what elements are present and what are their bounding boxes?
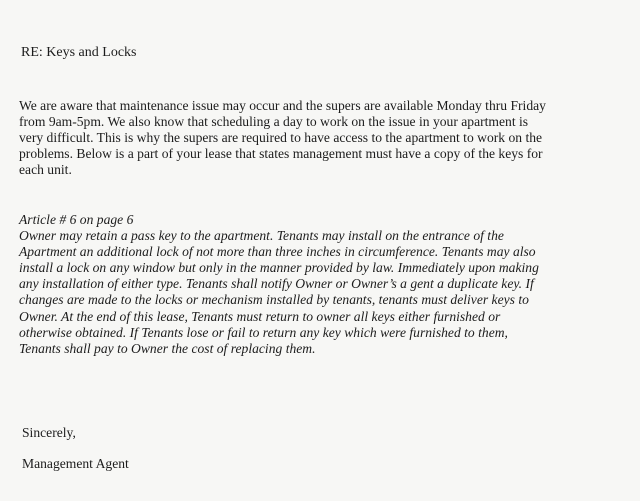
article-heading: Article # 6 on page 6 <box>19 212 134 227</box>
article-line: install a lock on any window but only in the manner provided by law. Immediately upon making <box>19 260 539 276</box>
article-line: otherwise obtained. If Tenants lose or fail to return any key which were furnished to them, <box>19 324 508 340</box>
article-line: Apartment an additional lock of not more than three inches in circumference. Tenants may also <box>19 244 536 260</box>
body-line: We are aware that maintenance issue may occur and the supers are available Monday thru Friday <box>19 98 546 113</box>
article-line: Tenants shall pay to Owner the cost of replacing them. <box>19 340 316 356</box>
body-paragraph <box>19 98 631 178</box>
closing: Sincerely, <box>22 425 76 440</box>
lease-article-excerpt <box>19 212 631 357</box>
body-line: problems. Below is a part of your lease that states management must have a copy of the keys for <box>19 146 543 162</box>
signature: Management Agent <box>22 456 129 471</box>
article-line: Owner. At the end of this lease, Tenants must return to owner all keys either furnished or <box>19 308 501 324</box>
article-line: any installation of either type. Tenants shall notify Owner or Owner’s a gent a duplicate key. If <box>19 276 534 292</box>
body-line: very difficult. This is why the supers are required to have access to the apartment to work on the <box>19 130 543 146</box>
article-line: Owner may retain a pass key to the apartment. Tenants may install on the entrance of the <box>19 228 504 244</box>
body-line: each unit. <box>19 162 72 178</box>
subject-line: RE: Keys and Locks <box>21 45 137 60</box>
article-line: changes are made to the locks or mechanism installed by tenants, tenants must deliver keys to <box>19 292 529 308</box>
body-line: from 9am-5pm. We also know that scheduling a day to work on the issue in your apartment is <box>19 114 529 130</box>
